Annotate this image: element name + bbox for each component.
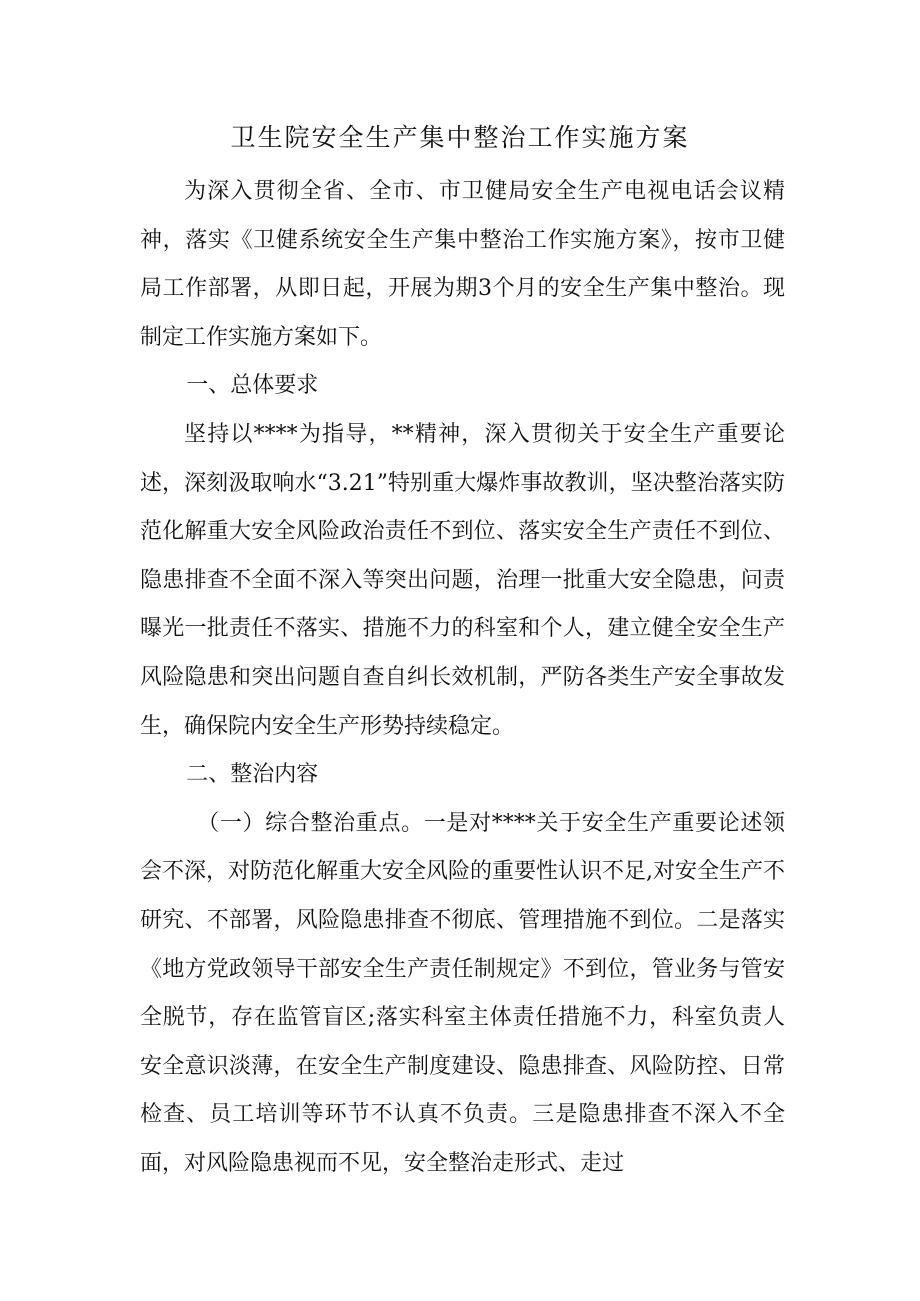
general-requirements-paragraph: 坚持以****为指导，**精神，深入贯彻关于安全生产重要论述，深刻汲取响水“3.21”特别重大爆炸事故教训，坚决整治落实防范化解重大安全风险政治责任不到位、落实安全生产责任不到位、隐患排查不全面不深入等突出问题，治理一批重大安全隐患，问责曝光一批责任不落实、措施不力的科室和个人，建立健全安全生产风险隐患和突出问题自查自纠长效机制，严防各类生产安全事故发生，确保院内安全生产形势持续稳定。 [140, 421, 785, 739]
section-heading-rectification-content: 二、整治内容 [186, 762, 319, 788]
document-body [140, 168, 785, 1188]
document-title: 卫生院安全生产集中整治工作实施方案 [230, 123, 690, 152]
rectification-focus-paragraph: （一）综合整治重点。一是对****关于安全生产重要论述领会不深，对防范化解重大安全风险的重要性认识不足,对安全生产不研究、不部署，风险隐患排查不彻底、管理措施不到位。二是落实《地方党政领导干部安全生产责任制规定》不到位，管业务与管安全脱节，存在监管盲区;落实科室主体责任措施不力，科室负责人安全意识淡薄，在安全生产制度建设、隐患排查、风险防控、日常检查、员工培训等环节不认真不负责。三是隐患排查不深入不全面，对风险隐患视而不见，安全整治走形式、走过 [140, 810, 785, 1176]
section-heading-general-requirements: 一、总体要求 [186, 373, 319, 399]
intro-paragraph: 为深入贯彻全省、全市、市卫健局安全生产电视电话会议精神，落实《卫健系统安全生产集中整治工作实施方案》，按市卫健局工作部署，从即日起，开展为期3个月的安全生产集中整治。现制定工作实施方案如下。 [140, 179, 785, 350]
